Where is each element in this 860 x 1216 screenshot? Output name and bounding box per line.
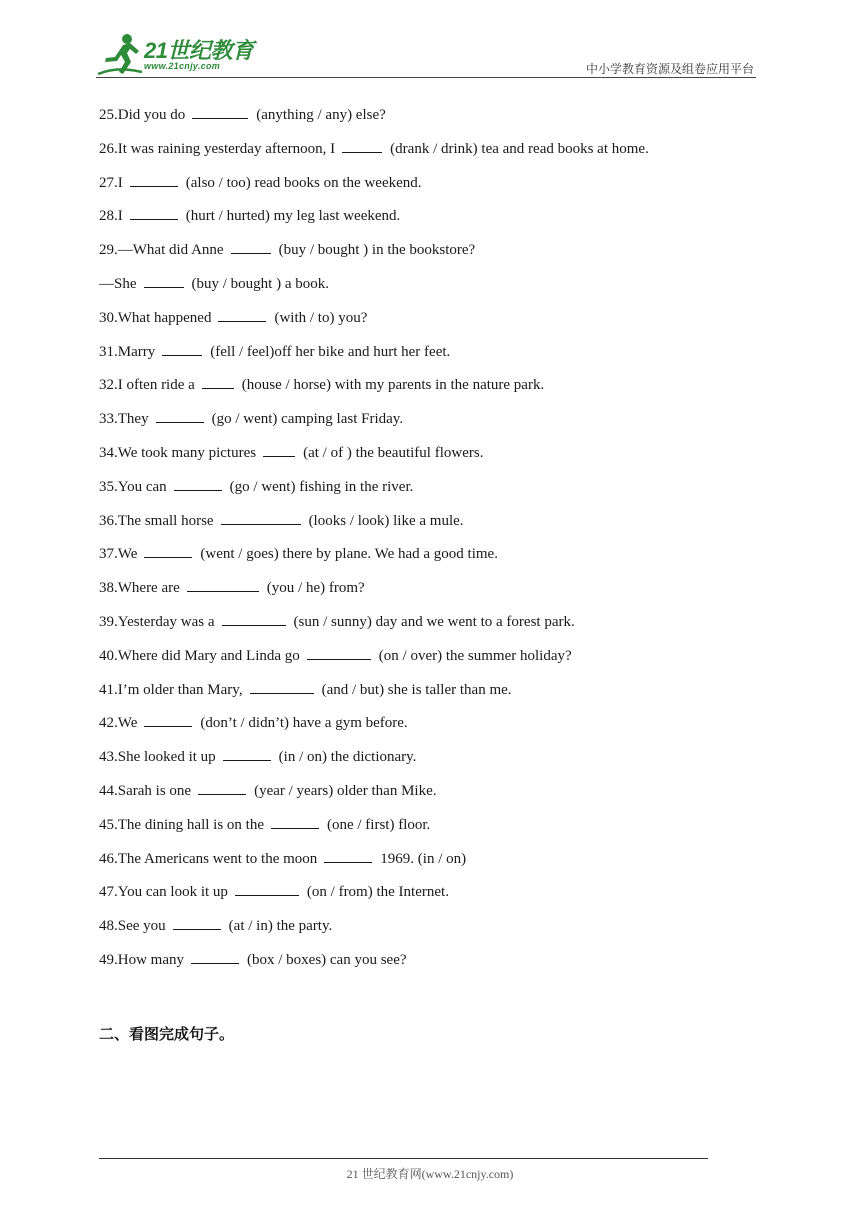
question-item [99, 679, 759, 713]
question-options: (sun / sunny) day and we went to a forest park. [293, 613, 575, 630]
question-options: (at / of ) the beautiful flowers. [303, 444, 484, 461]
question-options: (go / went) camping last Friday. [211, 411, 404, 428]
question-options: (fell / feel)off her bike and hurt her feet. [210, 343, 451, 360]
answer-blank[interactable] [173, 915, 221, 930]
header-divider [96, 77, 756, 78]
question-text: 25.Did you do [99, 107, 186, 123]
question-item [99, 510, 759, 544]
question-text: 31.Marry [99, 343, 156, 360]
question-text: 41.I’m older than Mary, [99, 681, 243, 698]
question-text: 33.They [99, 411, 149, 428]
question-item [99, 239, 759, 273]
site-logo[interactable] [96, 32, 266, 78]
answer-blank[interactable] [235, 881, 299, 896]
answer-blank[interactable] [144, 543, 192, 558]
question-text: 49.How many [99, 951, 184, 968]
question-list [99, 104, 759, 983]
question-options: (year / years) older than Mike. [254, 782, 437, 799]
page-header [96, 32, 756, 78]
question-item [99, 172, 759, 206]
answer-blank[interactable] [187, 577, 259, 592]
question-text: 26.It was raining yesterday afternoon, I [99, 140, 336, 157]
answer-blank[interactable] [218, 307, 266, 322]
answer-blank[interactable] [156, 408, 204, 423]
question-text: 47.You can look it up [99, 884, 228, 901]
answer-blank[interactable] [324, 848, 372, 863]
question-item [99, 341, 759, 375]
answer-blank[interactable] [202, 374, 234, 389]
question-options: (in / on) the dictionary. [278, 749, 417, 766]
question-options: 1969. (in / on) [380, 850, 467, 867]
platform-name: 中小学教育资源及组卷应用平台 [585, 62, 754, 76]
question-text: 27.I [99, 174, 123, 191]
question-item [99, 645, 759, 679]
answer-blank[interactable] [223, 746, 271, 761]
question-item [99, 746, 759, 780]
question-text: 40.Where did Mary and Linda go [99, 647, 300, 664]
answer-blank[interactable] [198, 780, 246, 795]
question-text: 45.The dining hall is on the [99, 816, 264, 833]
question-text: 38.Where are [99, 580, 180, 597]
question-options: (and / but) she is taller than me. [321, 681, 512, 698]
question-item [99, 408, 759, 442]
question-options: (went / goes) there by plane. We had a good time. [200, 546, 498, 563]
question-item [99, 814, 759, 848]
question-item [99, 949, 759, 983]
question-options: (one / first) floor. [326, 816, 431, 833]
answer-blank[interactable] [144, 273, 184, 288]
question-text: 34.We took many pictures [99, 444, 257, 461]
question-options: (house / horse) with my parents in the nature park. [241, 377, 545, 394]
answer-blank[interactable] [130, 205, 178, 220]
question-text: 43.She looked it up [99, 749, 216, 766]
question-options: (at / in) the party. [228, 918, 333, 935]
answer-blank[interactable] [130, 172, 178, 187]
answer-blank[interactable] [191, 949, 239, 964]
question-item [99, 205, 759, 239]
footer-divider [99, 1158, 708, 1159]
question-item [99, 848, 759, 882]
question-options: (with / to) you? [274, 309, 368, 326]
question-options: (buy / bought ) a book. [191, 275, 329, 292]
question-item [99, 543, 759, 577]
question-item [99, 476, 759, 510]
answer-blank[interactable] [263, 442, 295, 457]
answer-blank[interactable] [250, 679, 314, 694]
answer-blank[interactable] [192, 104, 248, 119]
question-text: —She [99, 275, 137, 292]
logo-subtext: www.21cnjy.com [144, 61, 221, 71]
question-item [99, 307, 759, 341]
question-options: (buy / bought ) in the bookstore? [278, 242, 476, 259]
answer-blank[interactable] [342, 138, 382, 153]
answer-blank[interactable] [231, 239, 271, 254]
logo-text: 21世纪教育 [144, 38, 254, 63]
question-text: 32.I often ride a [99, 377, 195, 394]
running-man-icon [96, 32, 144, 78]
question-item [99, 611, 759, 645]
question-text: 48.See you [99, 918, 166, 935]
question-options: (looks / look) like a mule. [308, 512, 464, 529]
question-text: 35.You can [99, 478, 167, 495]
question-text: 28.I [99, 208, 123, 225]
question-item [99, 712, 759, 746]
question-text: 30.What happened [99, 309, 212, 326]
question-item [99, 780, 759, 814]
question-options: (hurt / hurted) my leg last weekend. [185, 208, 401, 225]
question-item [99, 915, 759, 949]
answer-blank[interactable] [144, 712, 192, 727]
question-text: 29.—What did Anne [99, 242, 224, 259]
question-options: (don’t / didn’t) have a gym before. [200, 715, 408, 732]
footer-text: 21 世纪教育网(www.21cnjy.com) [346, 1167, 514, 1181]
question-text: 39.Yesterday was a [99, 613, 215, 630]
question-item [99, 374, 759, 408]
question-item [99, 138, 759, 172]
question-options: (on / from) the Internet. [306, 884, 449, 901]
question-options: (box / boxes) can you see? [247, 951, 407, 968]
question-options: (anything / any) else? [256, 107, 386, 123]
question-item [99, 881, 759, 915]
question-text: 36.The small horse [99, 512, 214, 529]
answer-blank[interactable] [222, 611, 286, 626]
section-title: 二、看图完成句子。 [99, 1025, 235, 1043]
question-options: (go / went) fishing in the river. [229, 478, 414, 495]
answer-blank[interactable] [162, 341, 202, 356]
question-options: (you / he) from? [266, 580, 365, 597]
answer-blank[interactable] [271, 814, 319, 829]
question-text: 37.We [99, 546, 138, 563]
answer-blank[interactable] [221, 510, 301, 525]
question-text: 44.Sarah is one [99, 782, 192, 799]
question-item [99, 273, 759, 307]
question-item [99, 104, 759, 138]
question-options: (also / too) read books on the weekend. [185, 174, 422, 191]
question-item [99, 577, 759, 611]
question-options: (drank / drink) tea and read books at home. [390, 140, 649, 157]
answer-blank[interactable] [174, 476, 222, 491]
question-text: 42.We [99, 715, 138, 732]
question-options: (on / over) the summer holiday? [378, 647, 572, 664]
question-item [99, 442, 759, 476]
question-text: 46.The Americans went to the moon [99, 850, 318, 867]
answer-blank[interactable] [307, 645, 371, 660]
